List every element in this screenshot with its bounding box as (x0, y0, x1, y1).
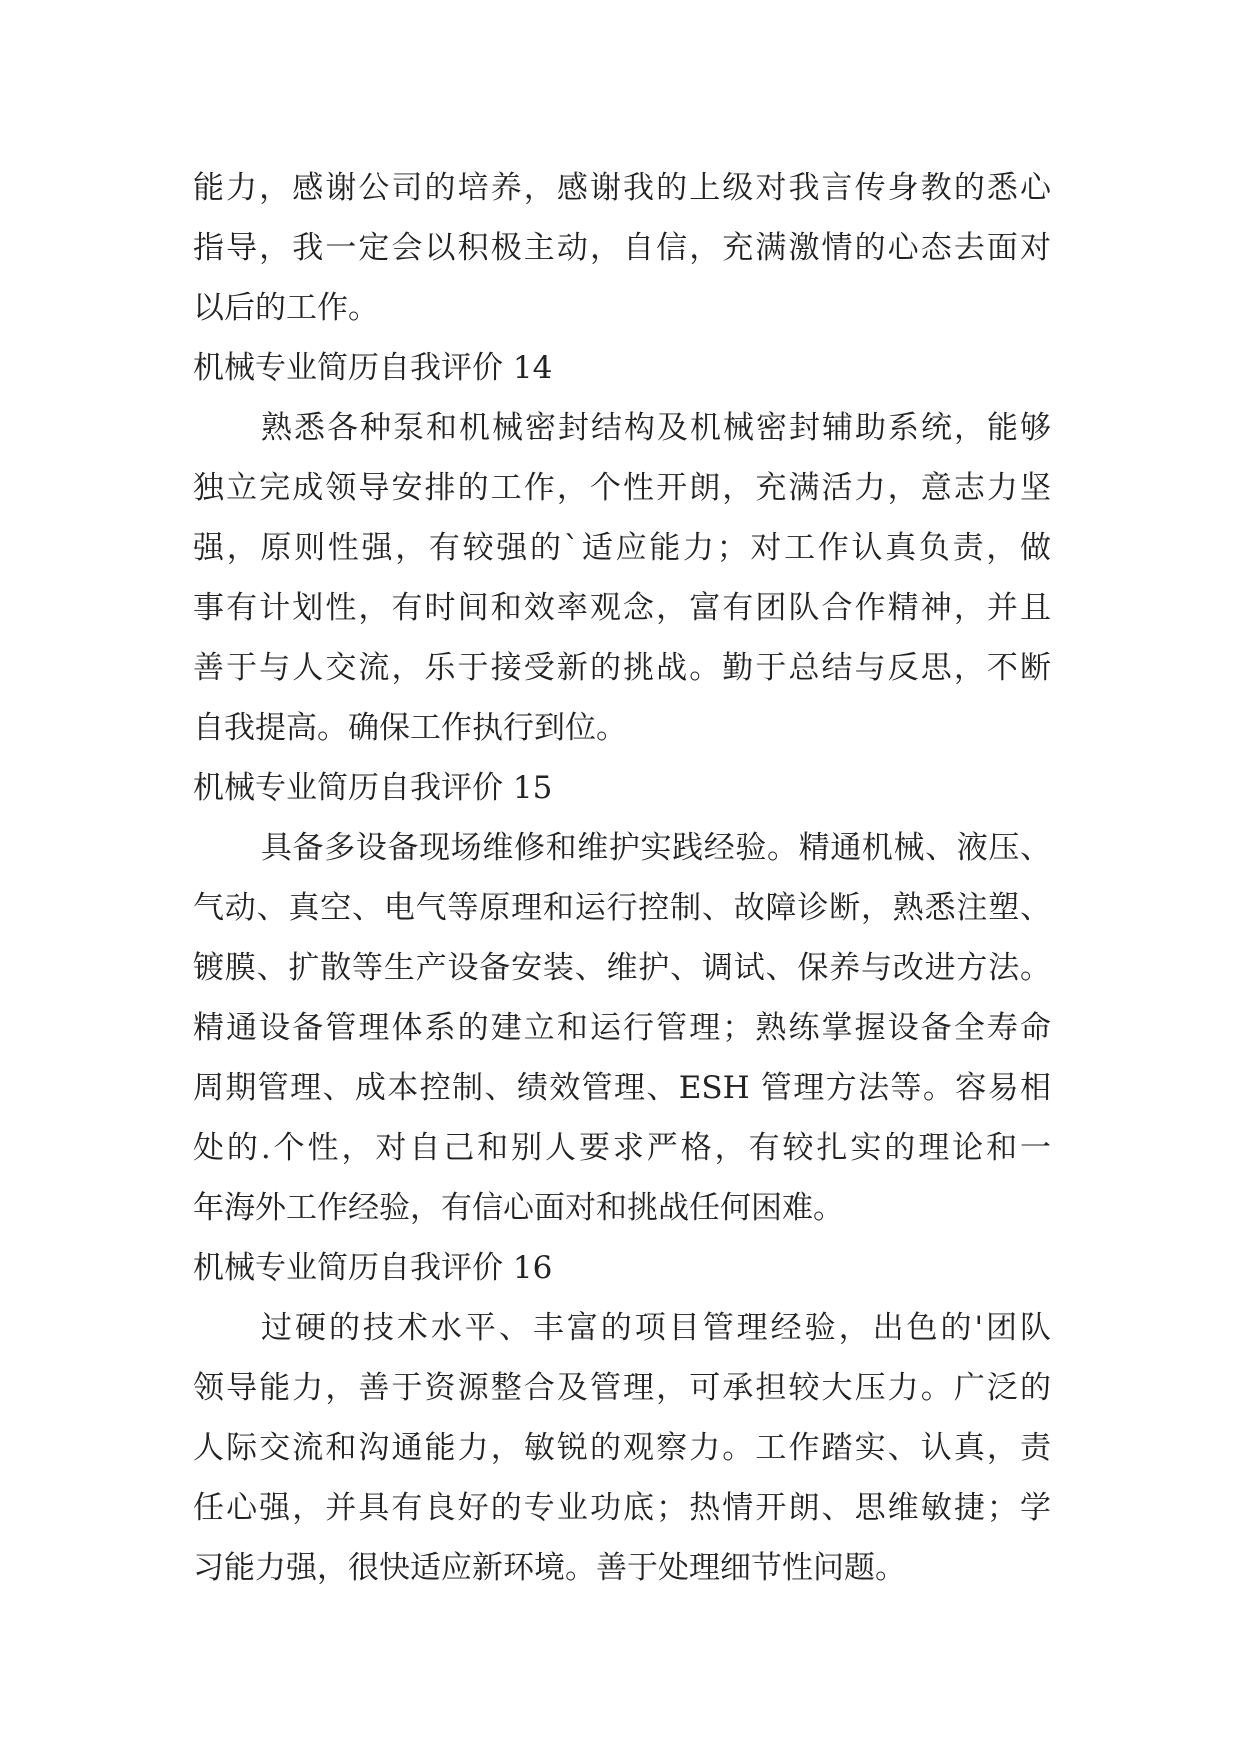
paragraph-line: 以后的工作。 (193, 290, 379, 326)
paragraph-line: 任心强，并具有良好的专业功底；热情开朗、思维敏捷；学 (193, 1490, 1051, 1526)
paragraph-line: 强，原则性强，有较强的`适应能力；对工作认真负责，做 (193, 530, 1051, 566)
paragraph-line: 过硬的技术水平、丰富的项目管理经验，出色的'团队 (261, 1310, 1051, 1346)
paragraph-line: 独立完成领导安排的工作，个性开朗，充满活力，意志力坚 (193, 470, 1051, 506)
paragraph-line: 熟悉各种泵和机械密封结构及机械密封辅助系统，能够 (261, 410, 1051, 446)
paragraph-line: 具备多设备现场维修和维护实践经验。精通机械、液压、 (261, 830, 1051, 866)
paragraph-line: 处的.个性，对自己和别人要求严格，有较扎实的理论和一 (193, 1130, 1051, 1166)
paragraph-15 (193, 818, 1051, 1238)
paragraph-line: 镀膜、扩散等生产设备安装、维护、调试、保养与改进方法。 (193, 950, 1051, 986)
paragraph-line: 周期管理、成本控制、绩效管理、ESH 管理方法等。容易相 (193, 1070, 1051, 1106)
paragraph-14 (193, 398, 1051, 758)
paragraph-line: 领导能力，善于资源整合及管理，可承担较大压力。广泛的 (193, 1370, 1051, 1406)
paragraph-line: 人际交流和沟通能力，敏锐的观察力。工作踏实、认真，责 (193, 1430, 1051, 1466)
section-heading-14: 机械专业简历自我评价 14 (193, 350, 553, 386)
paragraph-1 (193, 158, 1051, 338)
paragraph-line: 事有计划性，有时间和效率观念，富有团队合作精神，并且 (193, 590, 1051, 626)
section-heading-16: 机械专业简历自我评价 16 (193, 1250, 553, 1286)
paragraph-line: 指导，我一定会以积极主动，自信，充满激情的心态去面对 (193, 230, 1051, 266)
paragraph-line: 年海外工作经验，有信心面对和挑战任何困难。 (193, 1190, 844, 1226)
document-page (193, 158, 1051, 1598)
paragraph-line: 自我提高。确保工作执行到位。 (193, 710, 627, 746)
paragraph-line: 精通设备管理体系的建立和运行管理；熟练掌握设备全寿命 (193, 1010, 1051, 1046)
section-heading-15: 机械专业简历自我评价 15 (193, 770, 553, 806)
paragraph-line: 善于与人交流，乐于接受新的挑战。勤于总结与反思，不断 (193, 650, 1051, 686)
paragraph-line: 能力，感谢公司的培养，感谢我的上级对我言传身教的悉心 (193, 170, 1051, 206)
paragraph-line: 气动、真空、电气等原理和运行控制、故障诊断，熟悉注塑、 (193, 890, 1051, 926)
paragraph-16 (193, 1298, 1051, 1598)
paragraph-line: 习能力强，很快适应新环境。善于处理细节性问题。 (193, 1550, 906, 1586)
